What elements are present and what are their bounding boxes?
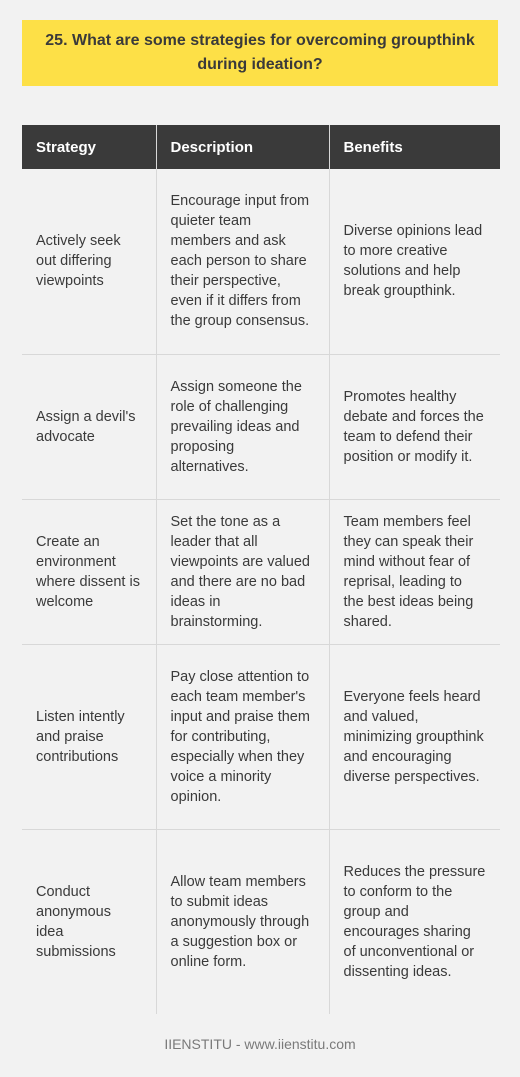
- cell-description: Encourage input from quieter team members and ask each person to share their perspective, even if it differs from the group consensus.: [156, 169, 329, 354]
- cell-benefits: Reduces the pressure to conform to the group and encourages sharing of unconventional or dissenting ideas.: [343, 863, 486, 980]
- cell-strategy: Listen intently and praise contributions: [22, 644, 156, 829]
- cell-description: Allow team members to submit ideas anonymously through a suggestion box or online form.: [156, 829, 329, 1014]
- cell-description: Set the tone as a leader that all viewpoints are valued and there are no bad ideas in brainstorming.: [156, 499, 329, 644]
- title-banner: [22, 20, 498, 86]
- cell-benefits: Diverse opinions lead to more creative solutions and help break groupthink.: [329, 169, 500, 354]
- table-row: [22, 499, 500, 644]
- cell-benefits: Team members feel they can speak their mind without fear of reprisal, leading to the best ideas being shared.: [329, 499, 500, 644]
- cell-description: Assign someone the role of challenging prevailing ideas and proposing alternatives.: [156, 354, 329, 499]
- cell-benefits: Everyone feels heard and valued, minimizing groupthink and encouraging diverse perspectives.: [329, 644, 500, 829]
- header-benefits: Benefits: [329, 125, 500, 169]
- page-title: 25. What are some strategies for overcoming groupthink during ideation?: [45, 32, 475, 73]
- header-strategy: Strategy: [22, 125, 156, 169]
- table-header-row: [22, 125, 500, 169]
- strategies-table: [22, 125, 500, 1014]
- header-description: Description: [156, 125, 329, 169]
- cell-strategy: Assign a devil's advocate: [22, 354, 156, 499]
- cell-benefits: Promotes healthy debate and forces the team to defend their position or modify it.: [329, 354, 500, 499]
- cell-strategy: Conduct anonymous idea submissions: [22, 829, 156, 1014]
- cell-description: Pay close attention to each team member's input and praise them for contributing, especially when they voice a minority opinion.: [156, 644, 329, 829]
- cell-strategy: Create an environment where dissent is welcome: [22, 499, 156, 644]
- table-row: [22, 354, 500, 499]
- cell-strategy: Actively seek out differing viewpoints: [22, 169, 156, 354]
- table-row: [22, 644, 500, 829]
- table-row: [22, 829, 500, 1014]
- table-row: [22, 169, 500, 354]
- footer-credit: IIENSTITU - www.iienstitu.com: [164, 1036, 356, 1052]
